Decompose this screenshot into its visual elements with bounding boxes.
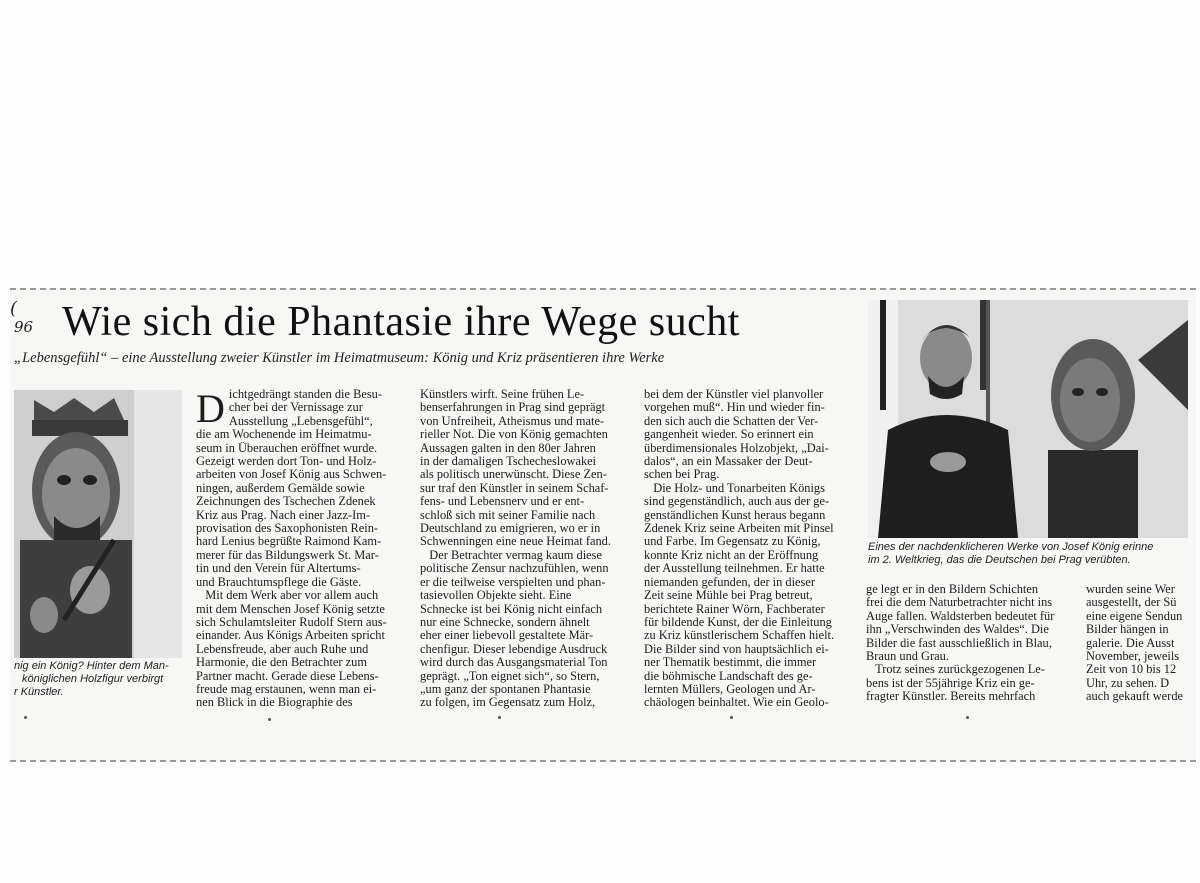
scan-speckle [966,716,969,719]
text-line: Braun und Grau. [866,650,949,664]
article-column-4 [866,583,1078,704]
text-line: hard Lenius begrüßte Raimond Kam- [196,535,382,549]
text-line: eine eigene Sendun [1086,609,1183,623]
text-line: Kriz aus Prag. Nach einer Jazz-Im- [196,508,371,522]
article-column-3 [644,388,858,710]
scan-speckle [498,716,501,719]
text-line: niemanden gefunden, der in dieser [644,575,815,589]
article-column-5 [1086,583,1196,704]
text-line: galerie. Die Ausst [1086,636,1175,650]
text-line: Zeichnungen des Tschechen Zdenek [196,495,376,509]
text-line: eher einer liebevoll gestaltete Mär- [420,629,594,643]
text-line: politische Zensur nachzufühlen, wenn [420,562,609,576]
text-line: Die Bilder sind von hauptsächlich ei- [644,642,829,656]
text-line: cher bei der Vernissage zur [228,401,363,415]
text-line: einander. Aus Königs Arbeiten spricht [196,629,385,643]
text-line: Zdenek Kriz seine Arbeiten mit Pinsel [644,522,834,536]
text-line: benserfahrungen in Prag sind geprägt [420,401,606,415]
text-line: lernten Müllers, Geologen und Ar- [644,682,816,696]
text-line: Künstlers wirft. Seine frühen Le- [420,388,585,401]
text-line: chenfigur. Dieser lebendige Ausdruck [420,642,608,656]
text-line: sind gegenständlich, auch aus der ge- [644,495,830,509]
text-line: ningen, außerdem Gemälde sowie [196,481,365,495]
text-line: berichtete Rainer Wörn, Fachberater [644,602,825,616]
text-line: der Ausstellung teilnehmen. Er hatte [644,562,825,576]
text-line: Gezeigt werden dort Ton- und Holz- [196,455,377,469]
text-line: dalos“, an ein Massaker der Deut- [644,455,813,469]
drop-cap: D [196,386,225,431]
text-line: in der damaligen Tschecheslowakei [420,455,597,469]
caption-line: r Künstler. [14,686,64,698]
text-line: nen Blick in die Biographie des [196,696,353,710]
text-line: gangenheit wieder. So erinnert ein [644,428,814,442]
text-line: freude mag erstaunen, wenn man ei- [196,682,377,696]
handwritten-note [10,300,58,344]
text-line: wird durch das Ausgangsmaterial Ton [420,656,608,670]
text-line: Aussagen galten in den 80er Jahren [420,441,596,455]
text-line: „um ganz der spontanen Phantasie [420,682,591,696]
text-line: Ausstellung „Lebensgefühl“, [228,414,373,428]
text-line: genständlichen Kunst heraus begann [644,508,826,522]
text-line: Lebensfreude, aber auch Ruhe und [196,642,369,656]
text-line: und Brauchtumspflege die Gäste. [196,575,362,589]
text-line: nur eine Schnecke, sondern ähnelt [420,615,590,629]
text-line: Zeit von 10 bis 12 [1086,663,1177,677]
text-line: ausgestellt, der Sü [1086,596,1177,610]
text-line: ge legt er in den Bildern Schichten [866,583,1039,596]
text-line: provisation des Saxophonisten Rein- [196,522,379,536]
text-line: und Farbe. Im Gegensatz zu König, [644,535,821,549]
text-line: Uhr, zu sehen. D [1086,676,1170,690]
text-line: von Unfreiheit, Atheismus und mate- [420,414,605,428]
text-line: Die Holz- und Tonarbeiten Königs [644,481,825,495]
article-column-2 [420,388,638,710]
text-line: Partner macht. Gerade diese Lebens- [196,669,379,683]
text-line: wurden seine Wer [1086,583,1175,596]
article-column-1 [196,388,410,710]
photo-wooden-king-figure [14,390,182,658]
caption-right [868,541,1198,567]
text-line: fragter Künstler. Bereits mehrfach [866,690,1036,704]
text-line: mit dem Menschen Josef König setzte [196,602,385,616]
text-line: arbeiten von Josef König aus Schwen- [196,468,387,482]
text-line: konnte Kriz nicht an der Eröffnung [644,548,819,562]
text-line: ner Thematik bestimmt, die immer [644,656,817,670]
text-line: als politisch unerwünscht. Diese Zen- [420,468,607,482]
text-line: Deutschland zu emigrieren, wo er in [420,522,601,536]
text-line: seum in Überauchen eröffnet wurde. [196,441,378,455]
text-line: er die teilweise verspielten und phan- [420,575,606,589]
text-line: Harmonie, die den Betrachter zum [196,656,367,670]
text-line: Mit dem Werk aber vor allem auch [196,589,379,603]
text-line: Zeit seine Mühle bei Prag betreut, [644,589,813,603]
text-line: den sich auch die Schatten der Ver- [644,414,819,428]
text-line: überdimensionales Holzobjekt, „Dai- [644,441,829,455]
text-line: vorgehen muß“. Hin und wieder fin- [644,401,825,415]
photo-artist-with-sculpture [868,300,1188,538]
caption-left [14,660,194,699]
text-line: schloß sich mit seiner Familie nach [420,508,596,522]
article-subheadline: „Lebensgefühl“ – eine Ausstellung zweier Künstler im Heimatmuseum: König und Kriz präsentieren ihre Werke [14,350,665,366]
text-line: Bilder die fast ausschließlich in Blau, [866,636,1052,650]
text-line: frei die dem Naturbetrachter nicht ins [866,596,1053,610]
text-line: chäologen beinhaltet. Wie ein Geolo- [644,696,829,710]
handwritten-note-line: ( [10,298,18,319]
text-line: ihn „Verschwinden des Waldes“. Die [866,623,1049,637]
text-line: Auge fallen. Waldsterben bedeutet für [866,609,1055,623]
text-line: zu Kriz künstlerischem Schaffen hielt. [644,629,835,643]
text-line: die am Wochenende im Heimatmu- [196,428,372,442]
text-line: Trotz seines zurückgezogenen Le- [866,663,1045,677]
text-line: Bilder hängen in [1086,623,1169,637]
text-line: für bildende Kunst, der die Einleitung [644,615,832,629]
text-line: Schnecke ist bei König nicht einfach [420,602,603,616]
text-line: tasievollen Objekte sieht. Eine [420,589,572,603]
text-line: Der Betrachter vermag kaum diese [420,548,602,562]
text-line: fens- und Lebensnerv und er ent- [420,495,585,509]
text-line: geprägt. „Ton eignet sich“, so Stern, [420,669,600,683]
text-line: Schwenningen eine neue Heimat fand. [420,535,611,549]
scan-speckle [268,718,271,721]
text-line: schen bei Prag. [644,468,720,482]
handwritten-note-line: 96 [14,318,34,336]
text-line: rieller Not. Die von König gemachten [420,428,608,442]
scan-speckle [730,716,733,719]
caption-line: nig ein König? Hinter dem Man- [14,660,169,672]
article-headline: Wie sich die Phantasie ihre Wege sucht [62,299,740,345]
text-line: auch gekauft werde [1086,690,1184,704]
wooden-figure-illustration [14,390,182,658]
artist-photo-illustration [868,300,1188,538]
caption-line: Eines der nachdenklicheren Werke von Josef König erinne [868,541,1154,553]
text-line: bens ist der 55jährige Kriz ein ge- [866,676,1035,690]
text-line: sich Schulamtsleiter Rudolf Stern aus- [196,615,387,629]
text-line: zu folgen, im Gegensatz zum Holz, [420,696,596,710]
text-line: sur traf den Künstler in seinem Schaf- [420,481,609,495]
caption-line: im 2. Weltkrieg, das die Deutschen bei Prag verübten. [868,554,1131,566]
text-line: merer für das Bildungswerk St. Mar- [196,548,379,562]
text-line: die böhmische Landschaft des ge- [644,669,813,683]
text-line: November, jeweils [1086,650,1180,664]
text-line: tin und den Verein für Altertums- [196,562,361,576]
text-line: ichtgedrängt standen die Besu- [228,388,383,401]
scan-speckle [24,716,27,719]
text-line: bei dem der Künstler viel planvoller [644,388,824,401]
caption-line: königlichen Holzfigur verbirgt [22,673,164,685]
